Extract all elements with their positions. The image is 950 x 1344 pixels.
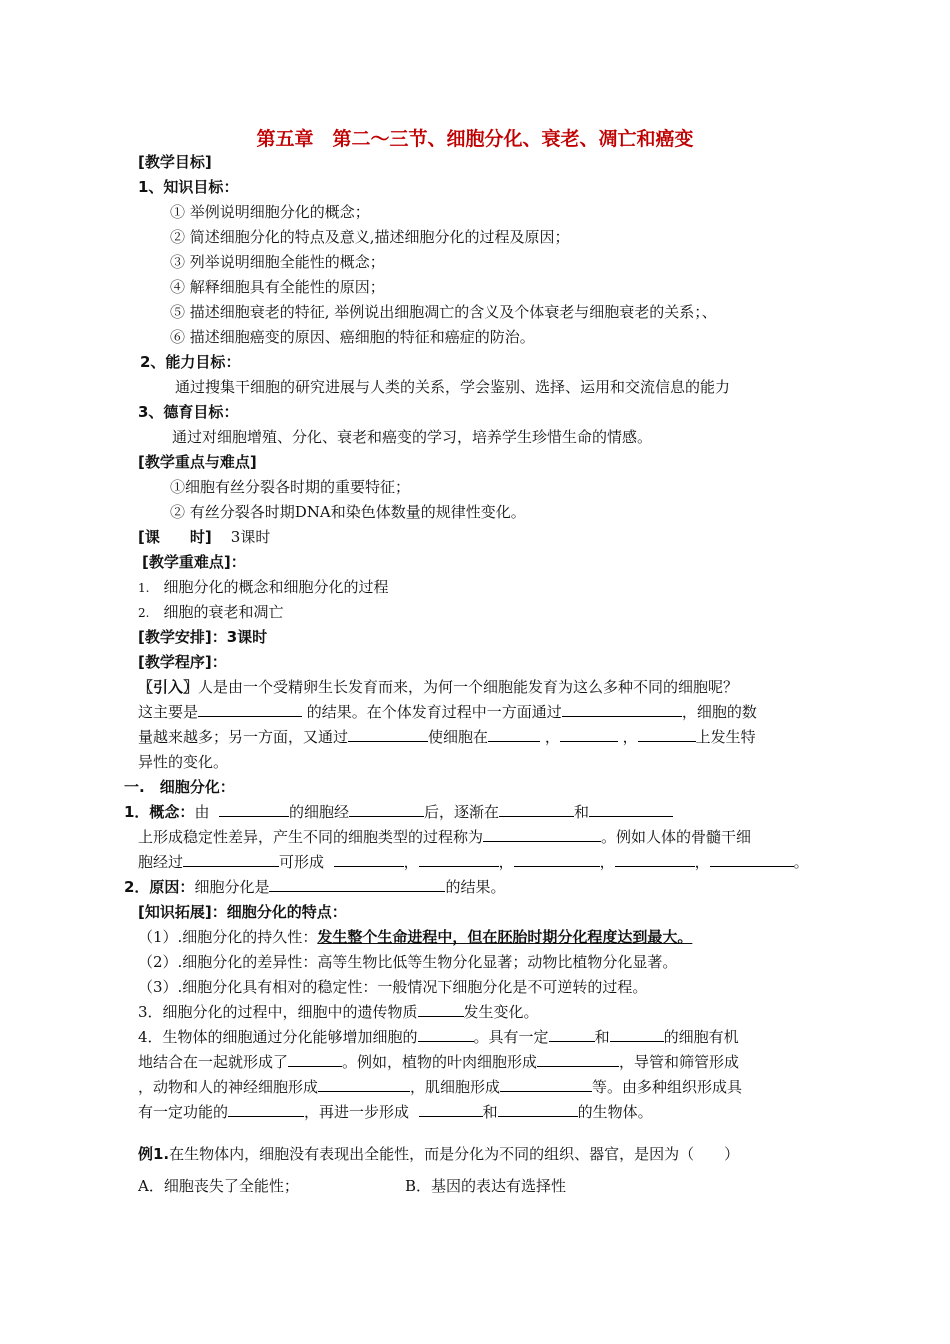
knowledge-item: ⑤ 描述细胞衰老的特征, 举例说出细胞凋亡的含义及个体衰老与细胞衰老的关系；、 (170, 303, 717, 321)
text: 的结果。 (445, 878, 506, 896)
answer-blank[interactable] (562, 702, 682, 717)
feature-2: （2）.细胞分化的差异性：高等生物比低等生物分化显著；动物比植物分化显著。 (138, 953, 678, 971)
text: 量越来越多；另一方面，又通过 (138, 728, 349, 746)
text: 和 (482, 1103, 498, 1121)
answer-blank[interactable] (710, 852, 794, 867)
answer-blank[interactable] (348, 727, 428, 742)
difficulty-text: 细胞分化的概念和细胞分化的过程 (163, 578, 389, 596)
intro-line-4: 异性的变化。 (138, 753, 229, 771)
answer-blank[interactable] (318, 1077, 410, 1092)
hours-row (138, 527, 270, 547)
text: ， (544, 728, 560, 746)
answer-blank[interactable] (183, 852, 279, 867)
text: ， (498, 853, 514, 871)
text: 上发生特 (695, 728, 756, 746)
answer-blank[interactable] (537, 1052, 619, 1067)
answer-blank[interactable] (560, 727, 618, 742)
knowledge-item: ③ 列举说明细胞全能性的概念； (170, 253, 385, 271)
answer-blank[interactable] (418, 1002, 464, 1017)
text: 。具有一定 (473, 1028, 549, 1046)
question-text: 在生物体内，细胞没有表现出全能性，而是分化为不同的组织、器官，是因为（ ） (169, 1145, 740, 1163)
knowledge-item: ⑥ 描述细胞癌变的原因、癌细胞的特征和癌症的防治。 (170, 328, 535, 346)
text: ，导管和筛管形成 (619, 1053, 740, 1071)
text: 。例如人体的骨髓干细 (601, 828, 752, 846)
example-question (138, 1144, 739, 1164)
concept-label: 1．概念： (124, 803, 195, 821)
section-heading: 一. 细胞分化： (124, 778, 235, 796)
text: 等。由多种组织形成具 (592, 1078, 743, 1096)
text: 后，逐渐在 (424, 803, 500, 821)
text: 使细胞在 (428, 728, 489, 746)
keypoint-item: ② 有丝分裂各时期DNA和染色体数量的规律性变化。 (170, 503, 526, 521)
answer-blank[interactable] (418, 1027, 474, 1042)
text: （1）.细胞分化的持久性： (138, 928, 318, 946)
text: ，肌细胞形成 (410, 1078, 501, 1096)
answer-blank[interactable] (549, 1027, 595, 1042)
answer-blank[interactable] (514, 852, 600, 867)
text: 由 (194, 803, 210, 821)
text: ， (694, 853, 710, 871)
cause-label: 2．原因： (124, 878, 195, 896)
difficulty-text: 细胞的衰老和凋亡 (163, 603, 284, 621)
difficulties-heading: [教学重难点]： (142, 553, 246, 571)
ability-text: 通过搜集干细胞的研究进展与人类的关系，学会鉴别、选择、运用和交流信息的能力 (175, 378, 731, 396)
feature-highlight: 发生整个生命进程中，但在胚胎时期分化程度达到最大。 (317, 928, 693, 946)
option-a[interactable]: A．细胞丧失了全能性； (138, 1177, 299, 1195)
answer-blank[interactable] (638, 727, 696, 742)
answer-blank[interactable] (499, 802, 574, 817)
text: 。 (793, 853, 809, 871)
answer-blank[interactable] (500, 1077, 592, 1092)
knowledge-item: ④ 解释细胞具有全能性的原因； (170, 278, 385, 296)
point-4-line-2 (138, 1052, 739, 1072)
text: 上形成稳定性差异，产生不同的细胞类型的过程称为 (138, 828, 484, 846)
text: 的细胞有机 (663, 1028, 739, 1046)
text: 4．生物体的细胞通过分化能够增加细胞的 (138, 1028, 418, 1046)
difficulty-item (138, 577, 388, 598)
keypoints-heading: [教学重点与难点] (138, 453, 257, 471)
knowledge-item: ① 举例说明细胞分化的概念； (170, 203, 370, 221)
text: ， (599, 853, 615, 871)
intro-line-1 (138, 677, 738, 697)
text: 细胞分化是 (194, 878, 270, 896)
answer-blank[interactable] (498, 1102, 578, 1117)
answer-blank[interactable] (615, 852, 695, 867)
hours-label: [课 时] (138, 528, 212, 546)
procedure-heading: [教学程序]： (138, 653, 227, 671)
objectives-heading: [教学目标] (138, 153, 212, 171)
intro-text: 人是由一个受精卵生长发育而来，为何一个细胞能发育为这么多种不同的细胞呢？ (198, 678, 739, 696)
text: 和 (594, 1028, 610, 1046)
text: 可形成 (279, 853, 325, 871)
keypoint-item: ①细胞有丝分裂各时期的重要特征； (170, 478, 411, 496)
intro-label: 〖引入〗 (138, 678, 199, 696)
ability-heading: 2、能力目标： (140, 353, 241, 371)
hours-value: 3课时 (230, 528, 271, 546)
feature-3: （3）.细胞分化具有相对的稳定性：一般情况下细胞分化是不可逆转的过程。 (138, 978, 648, 996)
text: ， (403, 853, 419, 871)
concept-line-3 (138, 852, 809, 872)
text: 有一定功能的 (138, 1103, 229, 1121)
text: 这主要是 (138, 703, 199, 721)
text: 3．细胞分化的过程中，细胞中的遗传物质 (138, 1003, 418, 1021)
answer-blank[interactable] (419, 852, 499, 867)
text: ， (622, 728, 638, 746)
text: ，动物和人的神经细胞形成 (138, 1078, 319, 1096)
answer-blank[interactable] (288, 1052, 342, 1067)
difficulty-item (138, 602, 283, 623)
answer-blank[interactable] (488, 727, 540, 742)
example-label: 例1. (138, 1145, 170, 1163)
point-4-line-3 (138, 1077, 742, 1097)
text: 的生物体。 (577, 1103, 653, 1121)
option-b[interactable]: B．基因的表达有选择性 (405, 1177, 567, 1195)
moral-text: 通过对细胞增殖、分化、衰老和癌变的学习，培养学生珍惜生命的情感。 (172, 428, 653, 446)
answer-blank[interactable] (349, 802, 424, 817)
text: ，细胞的数 (681, 703, 757, 721)
text: 胞经过 (138, 853, 184, 871)
answer-blank[interactable] (228, 1102, 304, 1117)
knowledge-item: ② 简述细胞分化的特点及意义,描述细胞分化的过程及原因； (170, 228, 570, 246)
text: ，再进一步形成 (304, 1103, 410, 1121)
text: 地结合在一起就形成了 (138, 1053, 289, 1071)
intro-line-3 (138, 727, 756, 747)
feature-1 (138, 927, 692, 947)
concept-line-2 (138, 827, 751, 847)
text: 。例如，植物的叶肉细胞形成 (342, 1053, 538, 1071)
difficulty-num: 1. (138, 581, 150, 595)
point-4 (138, 1027, 739, 1047)
extension-heading: [知识拓展]：细胞分化的特点： (138, 903, 347, 921)
arrangement: [教学安排]：3课时 (138, 628, 268, 646)
page-title: 第五章 第二～三节、细胞分化、衰老、凋亡和癌变 (256, 128, 694, 150)
answer-blank[interactable] (589, 802, 673, 817)
text: 和 (574, 803, 590, 821)
text: 发生变化。 (463, 1003, 539, 1021)
answer-blank[interactable] (610, 1027, 664, 1042)
cause-line (124, 877, 505, 897)
intro-line-2 (138, 702, 757, 722)
point-4-line-4 (138, 1102, 653, 1122)
answer-blank[interactable] (219, 802, 289, 817)
answer-blank[interactable] (419, 1102, 483, 1117)
answer-blank[interactable] (269, 877, 445, 892)
answer-blank[interactable] (334, 852, 404, 867)
point-3 (138, 1002, 539, 1022)
text: 的结果。在个体发育过程中一方面通过 (306, 703, 562, 721)
concept-line-1 (124, 802, 673, 822)
moral-heading: 3、德育目标： (138, 403, 239, 421)
answer-blank[interactable] (483, 827, 601, 842)
answer-blank[interactable] (198, 702, 302, 717)
text: 的细胞经 (289, 803, 350, 821)
knowledge-heading: 1、知识目标： (138, 178, 239, 196)
difficulty-num: 2. (138, 606, 150, 620)
